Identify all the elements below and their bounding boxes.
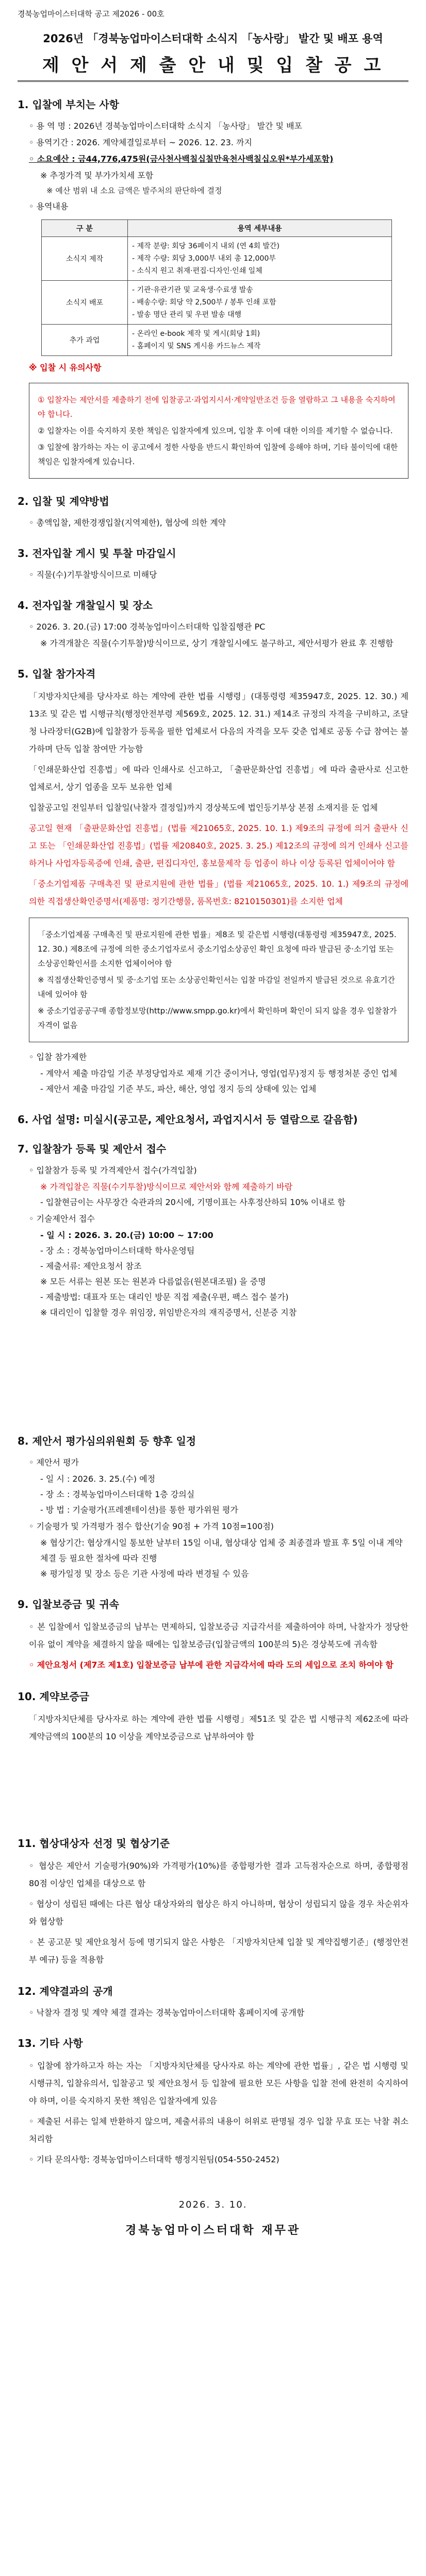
- section-13-heading: 13. 기타 사항: [18, 2037, 83, 2049]
- row-detail: [128, 325, 392, 356]
- s7-item: ※ 가격입찰은 직물(수기투찰)방식이므로 제안서와 함께 제출하기 바람: [40, 1182, 293, 1192]
- s5-para: 「중소기업제품 구매촉진 및 판로지원에 관한 법률」(법률 제21065호, 2025. 10. 1.) 제9조의 규정에 의한 직접생산확인증명서(제품명: 정기간행물, 품목번호: 8210150301)를 소지한 업체: [29, 879, 408, 906]
- s11-item: ◦ 협상은 제안서 기술평가(90%)와 가격평가(10%)를 종합평가한 결과 고득점자순으로 하며, 종합평점 80점 이상인 업체를 대상으로 함: [29, 1861, 408, 1888]
- row-label: 소식지 배포: [42, 281, 128, 325]
- section-10-heading: 10. 계약보증금: [18, 1690, 89, 1703]
- table-row: [42, 237, 392, 281]
- s7-sub: ※ 모든 서류는 원본 또는 원본과 다름없음(원본대조필) 을 증명: [40, 1277, 266, 1286]
- s1-item: ◦ 용역기간 : 2026. 계약체결일로부터 ~ 2026. 12. 23. 까지: [29, 138, 252, 147]
- s7-sub: ◦ 기술제안서 접수: [29, 1214, 95, 1224]
- s7-sub: ※ 대리인이 입찰할 경우 위임장, 위임받은자의 재직증명서, 신분증 지참: [40, 1308, 297, 1317]
- notice-date: 2026. 3. 10.: [178, 2199, 248, 2210]
- section-12-heading: 12. 계약결과의 공개: [18, 1985, 113, 1997]
- s8-item: ※ 평가일정 및 장소 등은 기관 사정에 따라 변경될 수 있음: [40, 1569, 249, 1579]
- s5-para: 입찰공고일 전일부터 입찰일(낙찰자 결정일)까지 경상북도에 법인등기부상 본점 소재지를 둔 업체: [29, 803, 378, 812]
- row-detail-line: - 홈페이지 및 SNS 게시용 카드뉴스 제작: [132, 342, 261, 350]
- scope-table-header: 용역 세부내용: [128, 220, 392, 237]
- s5-after: - 계약서 제출 마감일 기준 부정당업자로 제재 기간 중이거나, 영업(업무)정지 등 행정처분 중인 업체: [40, 1069, 398, 1078]
- s1-item: ◦ 용 역 명 : 2026년 경북농업마이스터대학 소식지 「농사랑」 발간 및 배포: [29, 121, 302, 131]
- section-3-heading: 3. 전자입찰 게시 및 투찰 마감일시: [18, 547, 176, 560]
- section-1-heading: 1. 입찰에 부치는 사항: [18, 98, 119, 111]
- s5-para: 「인쇄문화산업 진흥법」에 따라 인쇄사로 신고하고, 「출판문화산업 진흥법」에 따라 출판사로 신고한 업체로서, 상기 업종을 모두 보유한 업체: [29, 765, 408, 792]
- s4-item: ※ 가격개찰은 직물(수기투찰)방식이므로, 상기 개찰일시에도 불구하고, 제안서평가 완료 후 진행함: [40, 638, 394, 648]
- s3-item: ◦ 직물(수)기투찰방식이므로 미해당: [29, 570, 157, 580]
- section-11-heading: 11. 협상대상자 선정 및 협상기준: [18, 1837, 170, 1850]
- s8-item: ※ 협상기간: 협상개시일 통보한 날부터 15일 이내, 협상대상 업체 중 최종결과 발표 후 5일 이내 계약체결 등 필요한 절차에 따라 진행: [40, 1538, 403, 1563]
- s1-item: ◦ 소요예산 : 금44,776,475원(금사천사백칠십칠만육천사백칠십오원*부가세포함): [29, 154, 334, 164]
- s10-para: 「지방자치단체를 당사자로 하는 계약에 관한 법률 시행령」제51조 및 같은 법 시행규칙 제62조에 따라 계약금액의 100분의 10 이상을 계약보증금으로 납부하여야 함: [29, 1714, 408, 1741]
- row-detail-line: - 제작 분량: 회당 36페이지 내외 (연 4회 발간): [132, 242, 280, 250]
- caution-line: ① 입찰자는 제안서를 제출하기 전에 입찰공고·과업지시서·계약일반조건 등을 열람하고 그 내용을 숙지하여야 합니다.: [38, 395, 396, 419]
- section-4-heading: 4. 전자입찰 개찰일시 및 장소: [18, 599, 153, 612]
- spacer: [18, 1320, 408, 1418]
- spacer: [18, 1749, 408, 1821]
- sme-line: ※ 직접생산확인증명서 및 중·소기업 또는 소상공인확인서는 입찰 마감일 전일까지 발급된 것으로 유효기간 내에 있어야 함: [38, 975, 395, 999]
- s8-item: ◦ 제안서 평가: [29, 1458, 79, 1467]
- row-label: 소식지 제작: [42, 237, 128, 281]
- section-5-heading: 5. 입찰 참가자격: [18, 668, 96, 680]
- warning-label: ※ 입찰 시 유의사항: [29, 363, 102, 372]
- s1-item: ※ 추정가격 및 부가가치세 포함: [40, 171, 154, 180]
- scope-table-header: 구 분: [42, 220, 128, 237]
- caution-line: ③ 입찰에 참가하는 자는 이 공고에서 정한 사항을 반드시 확인하여 입찰에 응해야 하며, 기타 불이익에 대한 책임은 입찰자에게 있습니다.: [38, 443, 398, 466]
- section-6-heading: 6. 사업 설명: 미실시(공고문, 제안요청서, 과업지시서 등 열람으로 갈음함): [18, 1113, 358, 1126]
- table-row: [42, 281, 392, 325]
- row-label: 추가 과업: [42, 325, 128, 356]
- notice-title: 2026년 「경북농업마이스터대학 소식지 「농사랑」 발간 및 배포 용역: [43, 32, 383, 45]
- s7-sub: - 장 소 : 경북농업마이스터대학 학사운영팀: [40, 1246, 195, 1256]
- row-detail-line: - 기관·유관기관 및 교육생·수료생 발송: [132, 286, 253, 294]
- s7-sub: - 제출방법: 대표자 또는 대리인 방문 직접 제출(우편, 팩스 접수 불가): [40, 1292, 289, 1302]
- title-divider: [18, 80, 408, 82]
- section-8-heading: 8. 제안서 평가심의위원회 등 향후 일정: [18, 1435, 196, 1447]
- s5-para: 「지방자치단체를 당사자로 하는 계약에 관한 법률 시행령」(대통령령 제35947호, 2025. 12. 30.) 제13조 및 같은 법 시행규칙(행정안전부령 제569호, 2025. 12. 31.) 제14조 규정의 자격을 구비하고, 조달청 나라장터(G2B)에 입찰참가 등록을 필한 업체로서 다음의 자격을 모두 갖춘 업체로 공동 수급 참여는 불가하며 단독 입찰 참여만 가능함: [29, 691, 408, 754]
- s7-item: - 입찰현금이는 사무장간 숙관과의 20시에, 기명이표는 사후정산하되 10% 이내로 함: [40, 1197, 346, 1207]
- row-detail-line: - 온라인 e-book 제작 및 게시(회당 1회): [132, 330, 260, 338]
- scope-label: ◦ 용역내용: [29, 201, 69, 211]
- s7-item: ◦ 입찰참가 등록 및 가격제안서 접수(가격입찰): [29, 1165, 197, 1175]
- s13-item: ◦ 제출된 서류는 일체 반환하지 않으며, 제출서류의 내용이 허위로 판명될 경우 입찰 무효 또는 낙찰 취소 처리함: [29, 2116, 408, 2144]
- budget-note: ※ 예산 범위 내 소요 금액은 발주처의 판단하에 결정: [46, 186, 222, 195]
- s13-item: ◦ 기타 문의사항: 경북농업마이스터대학 행정지원팀(054-550-2452): [29, 2155, 280, 2164]
- section-2-heading: 2. 입찰 및 계약방법: [18, 495, 109, 507]
- s8-item: ◦ 기술평가 및 가격평가 점수 합산(기술 90점 + 가격 10점=100점): [29, 1521, 274, 1531]
- s8-item: - 일 시 : 2026. 3. 25.(수) 예정: [40, 1474, 156, 1484]
- issuing-org: 경북농업마이스터대학 재무관: [125, 2224, 301, 2237]
- s5-after: - 제안서 제출 마감일 기준 부도, 파산, 해산, 영업 정지 등의 상태에 있는 업체: [40, 1084, 317, 1094]
- s9-para: ◦ 제안요청서 (제7조 제1호) 입찰보증금 납부에 관한 지급각서에 따라 도의 세입으로 조치 하여야 함: [29, 1660, 394, 1670]
- s12-item: ◦ 낙찰자 결정 및 계약 체결 결과는 경북농업마이스터대학 홈페이지에 공개함: [29, 2008, 305, 2018]
- notice-number: 경북농업마이스터대학 공고 제2026 - 00호: [18, 9, 165, 19]
- row-detail-line: - 소식지 원고 취재·편집·디자인·인쇄 일체: [132, 267, 263, 275]
- s8-item: - 장 소 : 경북농업마이스터대학 1층 강의실: [40, 1489, 195, 1499]
- scope-table: [41, 219, 392, 356]
- s9-para: ◦ 본 입찰에서 입찰보증금의 납부는 면제하되, 입찰보증금 지급각서를 제출하여야 하며, 낙찰자가 정당한 이유 없이 계약을 체결하지 않을 때에는 입찰보증금(입찰금액의 100분의 5)은 경상북도에 귀속함: [29, 1622, 408, 1649]
- section-9-heading: 9. 입찰보증금 및 귀속: [18, 1598, 119, 1611]
- row-detail: [128, 281, 392, 325]
- notice-subtitle: 제 안 서 제 출 안 내 및 입 찰 공 고: [42, 55, 384, 76]
- s7-sub: - 일 시 : 2026. 3. 20.(금) 10:00 ~ 17:00: [40, 1230, 214, 1240]
- s7-sub: - 제출서류: 제안요청서 참조: [40, 1261, 142, 1271]
- s5-after: ◦ 입찰 참가제한: [29, 1052, 87, 1062]
- row-detail-line: - 배송수량: 회당 약 2,500부 / 봉투 인쇄 포함: [132, 298, 276, 307]
- table-row: [42, 325, 392, 356]
- s11-item: ◦ 본 공고문 및 제안요청서 등에 명기되지 않은 사항은 「지방자치단체 입찰 및 계약집행기준」(행정안전부 예규) 등을 적용함: [29, 1937, 408, 1964]
- row-detail: [128, 237, 392, 281]
- caution-line: ② 입찰자는 이를 숙지하지 못한 책임은 입찰자에게 있으며, 입찰 후 이에 대한 이의를 제기할 수 없습니다.: [38, 426, 393, 435]
- caution-box: [29, 383, 408, 479]
- s5-para: 공고일 현재 「출판문화산업 진흥법」(법률 제21065호, 2025. 10. 1.) 제9조의 규정에 의거 출판사 신고 또는 「인쇄문화산업 진흥법」(법률 제20840호, 2025. 3. 25.) 제12조의 규정에 의거 인쇄사 신고를 하거나 사업자등록증에 인쇄, 출판, 편집디자인, 홍보물제작 등 업종이 하나 이상 등록된 업체이어야 함: [29, 823, 408, 868]
- s2-item: ◦ 총액입찰, 제한경쟁입찰(지역제한), 협상에 의한 계약: [29, 518, 226, 528]
- row-detail-line: - 제작 수량: 회당 3,000부 내외 총 12,000부: [132, 255, 276, 263]
- s11-item: ◦ 협상이 성립된 때에는 다른 협상 대상자와의 협상은 하지 아니하며, 협상이 성립되지 않을 경우 차순위자와 협상함: [29, 1899, 408, 1926]
- notice-page: [18, 8, 408, 2249]
- sme-line: 「중소기업제품 구매촉진 및 판로지원에 관한 법률」제8조 및 같은법 시행령(대통령령 제35947호, 2025. 12. 30.) 제8조에 규정에 의한 중소기업자로서 중소기업소상공인 확인 요청에 따라 발급된 중·소기업 또는 소상공인확인서를 소지한 업체이어야 함: [38, 930, 397, 968]
- s8-item: - 방 법 : 기술평가(프레젠테이션)를 통한 평가위원 평가: [40, 1505, 238, 1515]
- s4-item: ◦ 2026. 3. 20.(금) 17:00 경북농업마이스터대학 입찰집행관 PC: [29, 622, 266, 632]
- sme-box: [29, 918, 408, 1042]
- row-detail-line: - 발송 명단 관리 및 우편 발송 대행: [132, 311, 242, 319]
- s13-item: ◦ 입찰에 참가하고자 하는 자는 「지방자치단체를 당사자로 하는 계약에 관한 법률」, 같은 법 시행령 및 시행규칙, 입찰유의서, 입찰공고 및 제안요청서 등 입찰에 필요한 모든 사항을 입찰 전에 완전히 숙지하여야 하며, 이를 숙지하지 못한 책임은 입찰자에게 있음: [29, 2061, 408, 2106]
- sme-line: ※ 중소기업공공구매 종합정보망(http://www.smpp.go.kr)에서 확인하며 확인이 되지 않을 경우 입찰참가 자격이 없음: [38, 1006, 397, 1030]
- section-7-heading: 7. 입찰참가 등록 및 제안서 접수: [18, 1143, 167, 1155]
